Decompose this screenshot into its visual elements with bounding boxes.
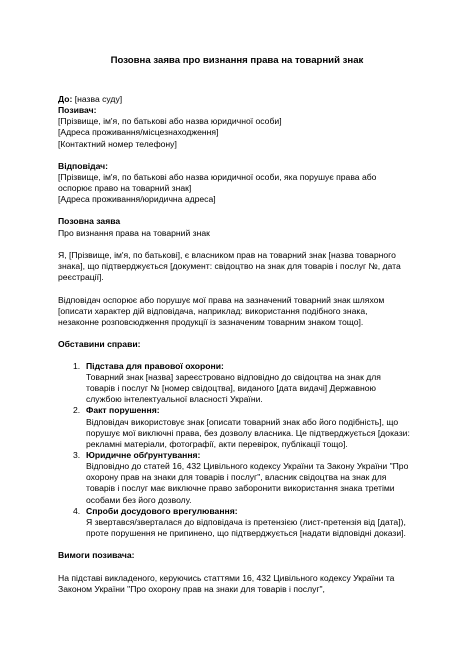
item-2-line-2: порушує мої виключні права, без дозволу власника. Це підтверджується [докази:	[86, 428, 410, 438]
item-3-number: 3.	[73, 450, 81, 460]
item-1-line-2: товарів і послуг № [номер свідоцтва], виданого [дата видачі] Державною	[86, 383, 376, 393]
to-line	[58, 94, 122, 105]
paragraph-2-line-3: незаконне розповсюдження продукції із зазначеним товарним знаком тощо].	[58, 317, 364, 327]
to-value: [назва суду]	[72, 94, 123, 104]
item-3-line-4: особами без його дозволу.	[86, 495, 192, 505]
item-4-line-1: Я звертався/зверталася до відповідача із претензією (лист-претензія від [дата]),	[86, 517, 406, 527]
plaintiff-label: Позивач:	[58, 105, 97, 115]
defendant-name-line-1: [Прізвище, ім'я, по батькові або назва юридичної особи, яка порушує права або	[58, 172, 377, 182]
item-3-line-1: Відповідно до статей 16, 432 Цивільного кодексу України та Закону України "Про	[86, 461, 409, 471]
item-3-line-3: товарів і послуг має виключне право заборонити використання знака третіми	[86, 483, 395, 493]
item-3-title: Юридичне обґрунтування:	[86, 450, 201, 460]
item-3-line-2: охорону прав на знаки для товарів і послуг", власник свідоцтва на знак для	[86, 472, 387, 482]
item-2-line-3: рекламні матеріали, фотографії, акти перевірок, публікації тощо].	[86, 439, 348, 449]
plaintiff-address: [Адреса проживання/місцезнаходження]	[58, 127, 219, 137]
item-1-line-3: службою інтелектуальної власності України.	[86, 394, 263, 404]
plaintiff-name: [Прізвище, ім'я, по батькові або назва юридичної особи]	[58, 116, 282, 126]
item-1-title: Підстава для правової охорони:	[86, 361, 224, 371]
demands-heading: Вимоги позивача:	[58, 550, 135, 560]
item-4-line-2: проте порушення не припинено, що підтверджується [надати відповідні докази].	[86, 528, 406, 538]
circumstances-heading: Обставини справи:	[58, 339, 141, 349]
item-2-line-1: Відповідач використовує знак [описати товарний знак або його подібність], що	[86, 417, 399, 427]
plaintiff-phone: [Контактний номер телефону]	[58, 139, 177, 149]
demands-line-2: Законом України "Про охорону прав на знаки для товарів і послуг",	[58, 584, 325, 594]
demands-line-1: На підставі викладеного, керуючись статтями 16, 432 Цивільного кодексу України та	[58, 573, 395, 583]
paragraph-1-line-3: реєстрації].	[58, 272, 104, 282]
item-4-number: 4.	[73, 506, 81, 516]
paragraph-2-line-1: Відповідач оспорює або порушує мої права на зазначений товарний знак шляхом	[58, 295, 385, 305]
claim-subtitle: Про визнання права на товарний знак	[58, 228, 210, 238]
document-title: Позовна заява про визнання права на товарний знак	[110, 55, 364, 66]
paragraph-1-line-1: Я, [Прізвище, ім'я, по батькові], є власником прав на товарний знак [назва товарного	[58, 250, 396, 260]
defendant-address: [Адреса проживання/юридична адреса]	[58, 194, 216, 204]
item-2-title: Факт порушення:	[86, 405, 160, 415]
paragraph-2-line-2: [описати характер дій відповідача, наприклад: використання подібного знака,	[58, 306, 368, 316]
to-label: До:	[58, 94, 73, 104]
item-2-number: 2.	[73, 405, 81, 415]
item-1-line-1: Товарний знак [назва] зареєстровано відповідно до свідоцтва на знак для	[86, 372, 381, 382]
claim-label: Позовна заява	[58, 216, 121, 226]
defendant-name-line-2: оспорює право на товарний знак]	[58, 183, 192, 193]
item-4-title: Спроби досудового врегулювання:	[86, 506, 238, 516]
defendant-label: Відповідач:	[58, 161, 109, 171]
paragraph-1-line-2: знака], що підтверджується [документ: свідоцтво на знак для товарів і послуг №, дата	[58, 261, 401, 271]
item-1-number: 1.	[73, 361, 81, 371]
